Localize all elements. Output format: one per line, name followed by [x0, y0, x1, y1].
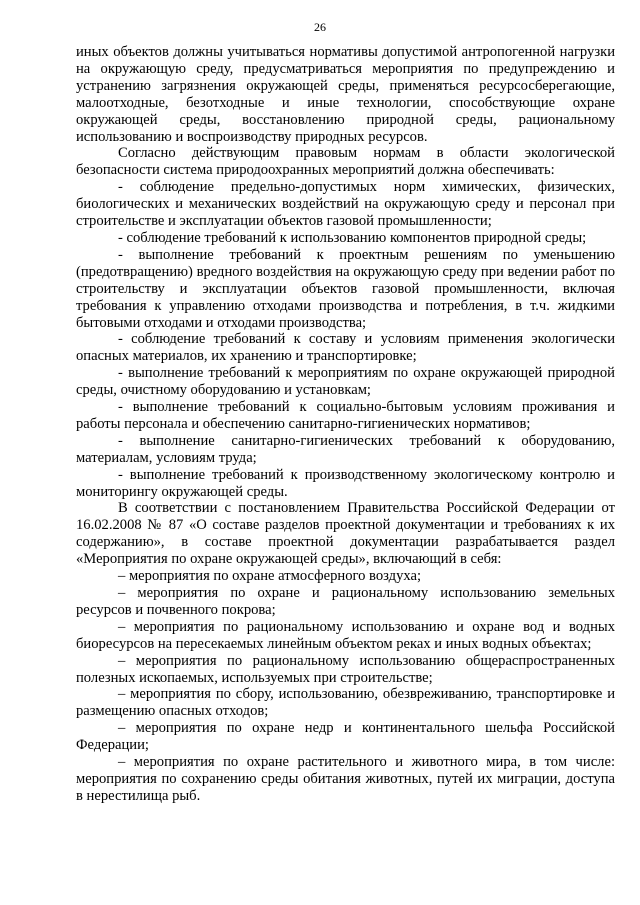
- list-item: – мероприятия по охране недр и континентального шельфа Российской Федерации;: [76, 720, 615, 754]
- list-item: - соблюдение требований к составу и условиям применения экологически опасных материалов, их хранению и транспортировке;: [76, 331, 615, 365]
- list-item: - соблюдение требований к использованию компонентов природной среды;: [118, 229, 587, 246]
- list-item: - выполнение требований к производственному экологическому контролю и мониторингу окружающей среды.: [76, 466, 615, 500]
- list-item: – мероприятия по рациональному использованию общераспространенных полезных ископаемых, используемых при строительстве;: [76, 652, 615, 686]
- list-item: – мероприятия по охране растительного и животного мира, в том числе: мероприятия по сохранению среды обитания животных, путей их миграции, доступа в нерестилища рыб.: [76, 754, 615, 804]
- list-item: – мероприятия по сбору, использованию, обезвреживанию, транспортировке и размещению опасных отходов;: [76, 686, 615, 720]
- list-item: – мероприятия по рациональному использованию и охране вод и водных биоресурсов на пересекаемых линейным объектом реках и иных водных объектах;: [76, 618, 615, 652]
- list-item: - выполнение требований к мероприятиям по охране окружающей природной среды, очистному оборудованию и установкам;: [76, 365, 615, 399]
- paragraph: В соответствии с постановлением Правительства Российской Федерации от 16.02.2008 № 87 «О составе разделов проектной документации и требованиях к их содержанию», в составе проектной документации разрабатывается раздел «Мероприятия по охране окружающей среды», включающий в себя:: [76, 500, 615, 568]
- list-item: – мероприятия по охране и рациональному использованию земельных ресурсов и почвенного покрова;: [76, 585, 615, 618]
- list-item: - выполнение требований к проектным решениям по уменьшению (предотвращению) вредного воздействия на окружающую среду при ведении работ по строительству и эксплуатации объектов газовой промышленности, включая требования к управлению отходами производства и потребления, в т.ч. жидкими бытовыми отходами и отходами производства;: [76, 246, 615, 331]
- paragraph: иных объектов должны учитываться нормативы допустимой антропогенной нагрузки на окружающую среду, предусматриваться мероприятия по предупреждению и устранению загрязнения окружающей среды, применяться ресурсосберегающие, малоотходные, безотходные и иные технологии, способствующие охране окружающей среды, восстановлению природной среды, рациональному использованию и воспроизводству природных ресурсов.: [76, 44, 615, 145]
- page-number: 26: [314, 20, 326, 34]
- list-item: – мероприятия по охране атмосферного воздуха;: [118, 568, 422, 585]
- list-item: - выполнение санитарно-гигиенических требований к оборудованию, материалам, условиям труда;: [76, 432, 615, 466]
- list-item: - выполнение требований к социально-бытовым условиям проживания и работы персонала и обеспечению санитарно-гигиенических нормативов;: [76, 399, 615, 432]
- paragraph: Согласно действующим правовым нормам в области экологической безопасности система природоохранных мероприятий должна обеспечивать:: [76, 145, 615, 179]
- page-body: [76, 44, 615, 805]
- list-item: - соблюдение предельно-допустимых норм химических, физических, биологических и механических воздействий на окружающую среду и персонал при строительстве и эксплуатации объектов газовой промышленности;: [76, 179, 615, 230]
